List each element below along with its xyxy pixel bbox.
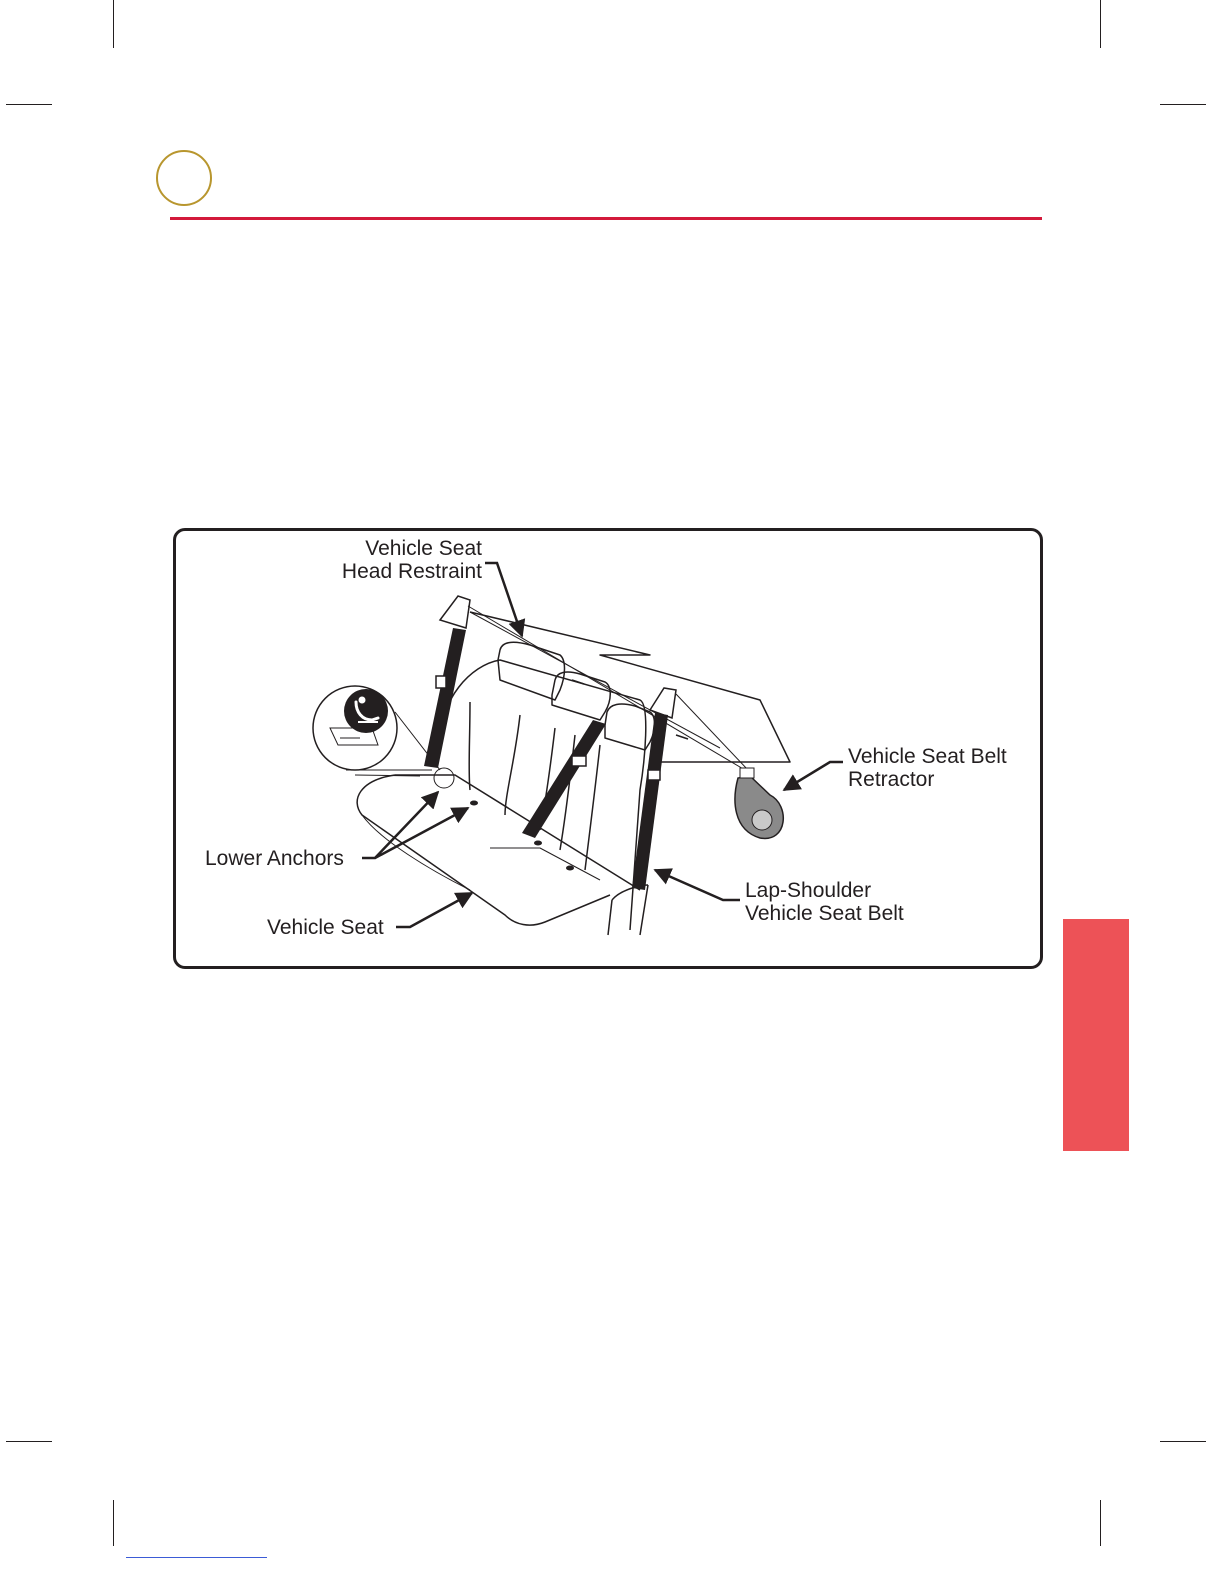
leader-head-restraint: [485, 563, 522, 636]
right-shoulder-belt: [632, 713, 668, 890]
label-lap-shoulder-line2: Vehicle Seat Belt: [745, 902, 904, 925]
label-retractor-line2: Retractor: [848, 768, 935, 791]
seat-cushion: [357, 775, 610, 925]
label-retractor: [848, 745, 1007, 791]
label-lap-shoulder-line1: Lap-Shoulder: [745, 879, 872, 902]
label-head-restraint: [300, 537, 482, 583]
child-seat-anchor-symbol-icon: [344, 689, 388, 733]
label-retractor-line1: Vehicle Seat Belt: [848, 745, 1007, 768]
head-restraint-left: [498, 642, 565, 700]
label-lap-shoulder: [745, 879, 904, 925]
leader-lap-shoulder: [655, 870, 740, 900]
label-head-restraint-line2: Head Restraint: [341, 560, 482, 583]
head-restraint-center: [552, 672, 610, 720]
seat-back: [440, 660, 646, 930]
retractor-icon: [735, 768, 783, 838]
section-side-tab: [1063, 919, 1129, 1151]
leader-vehicle-seat: [396, 893, 472, 927]
left-shoulder-belt: [424, 628, 466, 768]
label-lower-anchors: Lower Anchors: [205, 847, 344, 870]
leader-lower-anchor-1: [362, 792, 438, 858]
label-vehicle-seat: Vehicle Seat: [267, 916, 384, 939]
right-d-ring: [650, 688, 676, 718]
head-restraint-right: [605, 704, 655, 750]
footer-link-underline: [126, 1557, 267, 1558]
label-head-restraint-line1: Vehicle Seat: [365, 537, 482, 560]
left-d-ring: [440, 596, 470, 628]
leader-retractor: [784, 762, 843, 790]
